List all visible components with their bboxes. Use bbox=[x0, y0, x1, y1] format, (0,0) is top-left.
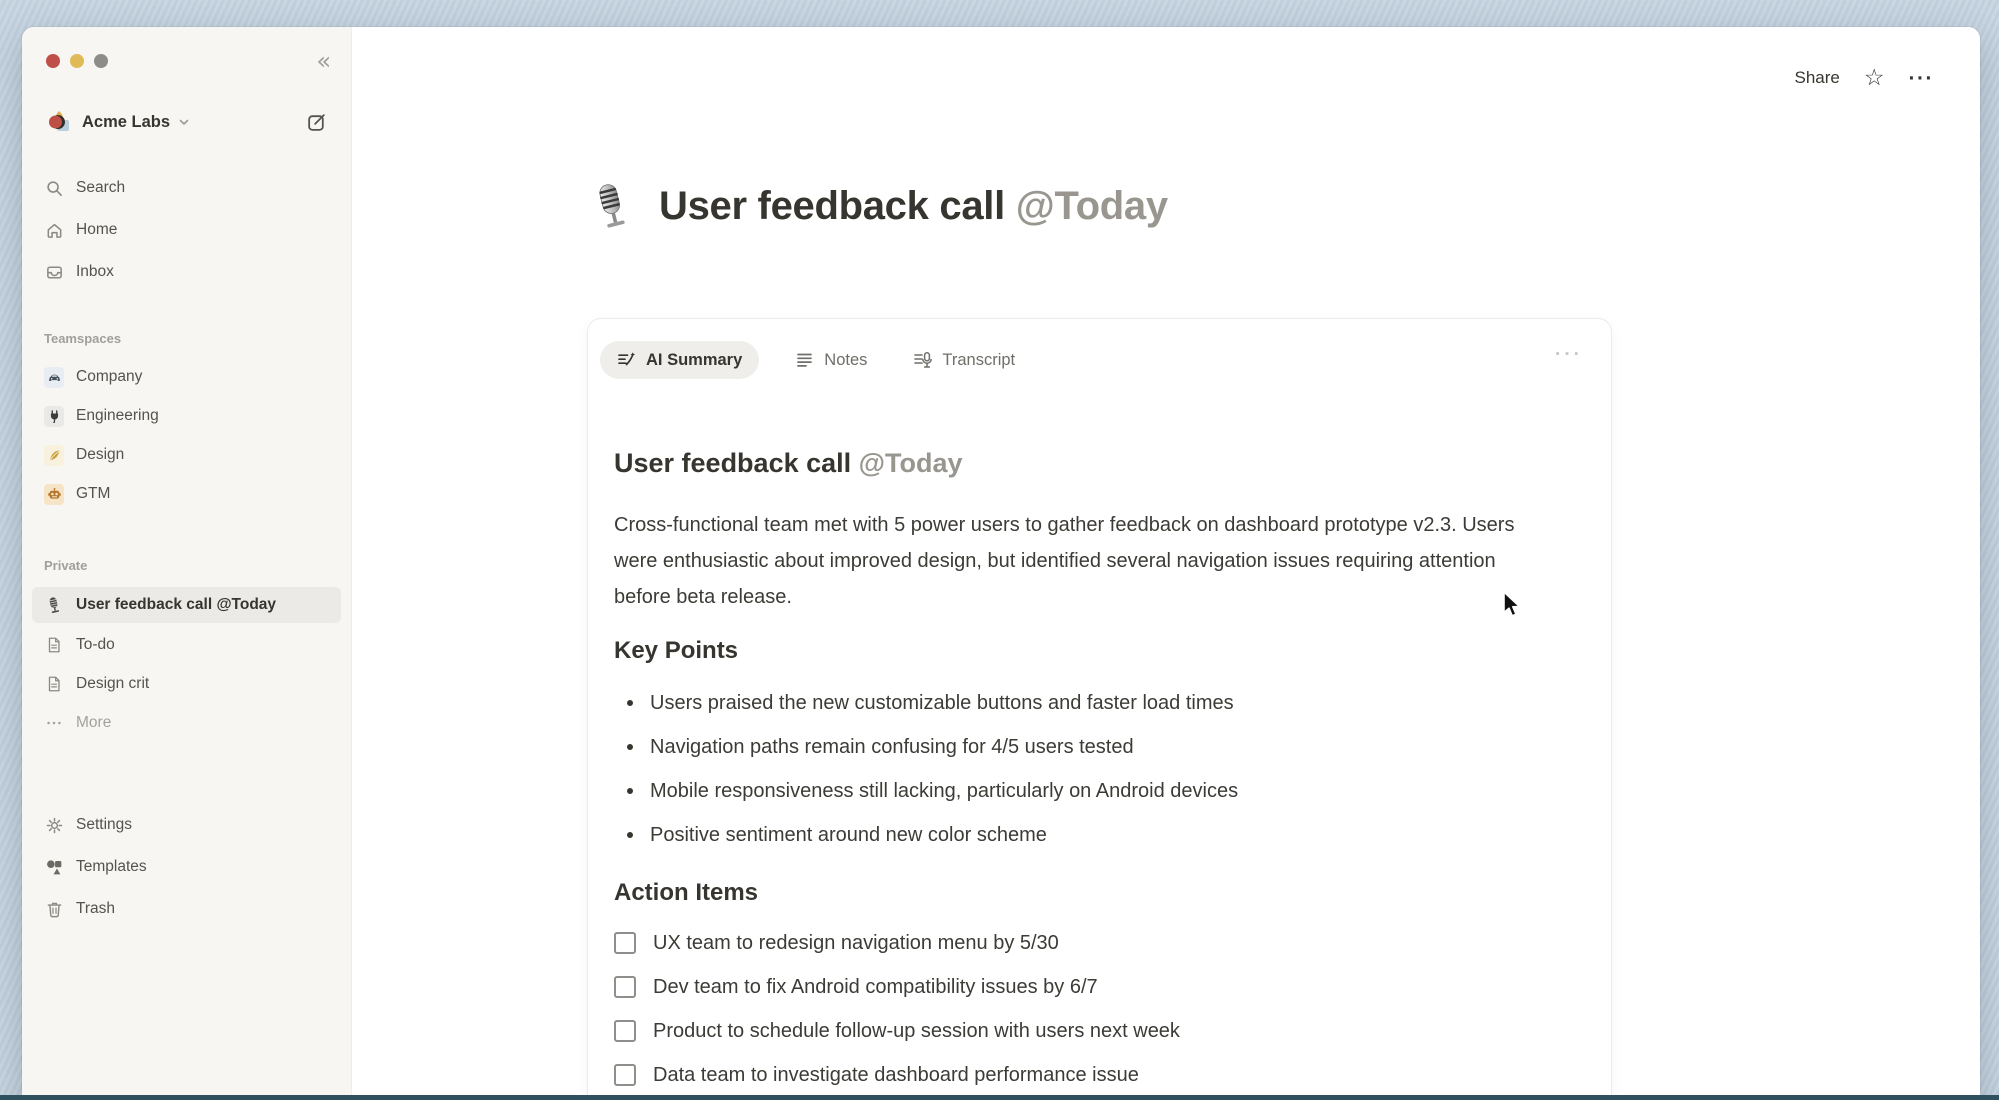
page-header-actions bbox=[1795, 63, 1934, 93]
notes-icon bbox=[795, 350, 815, 370]
gear-icon bbox=[44, 815, 64, 835]
page-body bbox=[587, 27, 1617, 1100]
sidebar-item-inbox[interactable] bbox=[32, 255, 341, 289]
todo-item bbox=[614, 965, 1585, 1009]
list-item bbox=[614, 681, 1585, 725]
transcript-icon bbox=[913, 350, 933, 370]
sidebar-item-templates[interactable] bbox=[32, 850, 341, 884]
sidebar-item-label: Company bbox=[76, 368, 143, 385]
page-title-row bbox=[587, 177, 1617, 235]
checkbox-unchecked[interactable] bbox=[614, 976, 636, 998]
robot-icon bbox=[44, 484, 64, 504]
ai-summary-content bbox=[614, 447, 1585, 1097]
zoom-window-button[interactable] bbox=[94, 54, 108, 68]
sidebar-item-design-crit[interactable] bbox=[32, 667, 341, 701]
ai-summary-icon bbox=[617, 350, 637, 370]
checkbox-unchecked[interactable] bbox=[614, 1020, 636, 1042]
workspace-switcher[interactable] bbox=[38, 104, 335, 140]
sidebar-item-design[interactable] bbox=[32, 438, 341, 472]
summary-heading-text: User feedback call bbox=[614, 448, 852, 478]
inbox-icon bbox=[44, 262, 64, 282]
car-icon bbox=[44, 367, 64, 387]
checkbox-unchecked[interactable] bbox=[614, 932, 636, 954]
todo-item-text: Product to schedule follow-up session with users next week bbox=[653, 1019, 1180, 1042]
list-item bbox=[614, 813, 1585, 857]
ellipsis-icon bbox=[44, 713, 64, 733]
tab-label: AI Summary bbox=[646, 350, 743, 369]
sidebar-item-label: Home bbox=[76, 221, 118, 238]
search-icon bbox=[44, 178, 64, 198]
todo-item-text: Dev team to fix Android compatibility issues by 6/7 bbox=[653, 975, 1098, 998]
tab-transcript[interactable] bbox=[903, 341, 1025, 379]
feather-icon bbox=[44, 445, 64, 465]
sidebar-item-search[interactable] bbox=[32, 171, 341, 205]
microphone-page-icon[interactable] bbox=[587, 178, 637, 234]
minimize-window-button[interactable] bbox=[70, 54, 84, 68]
checkbox-unchecked[interactable] bbox=[614, 1064, 636, 1086]
sidebar-item-label: Templates bbox=[76, 858, 147, 875]
sidebar bbox=[22, 27, 352, 1100]
home-icon bbox=[44, 220, 64, 240]
todo-item bbox=[614, 921, 1585, 965]
action-items-list bbox=[614, 921, 1585, 1097]
list-item-text: Mobile responsiveness still lacking, particularly on Android devices bbox=[650, 779, 1239, 802]
card-tabs bbox=[600, 341, 1595, 379]
sidebar-item-label: Inbox bbox=[76, 263, 114, 280]
tab-notes[interactable] bbox=[785, 341, 877, 379]
sidebar-item-engineering[interactable] bbox=[32, 399, 341, 433]
todo-item bbox=[614, 1009, 1585, 1053]
plug-icon bbox=[44, 406, 64, 426]
microphone-icon bbox=[44, 595, 64, 615]
list-item-text: Navigation paths remain confusing for 4/5 users tested bbox=[650, 735, 1134, 758]
sidebar-item-label: Settings bbox=[76, 816, 133, 833]
list-item bbox=[614, 725, 1585, 769]
sidebar-footer bbox=[32, 808, 341, 926]
more-options-icon[interactable]: ··· bbox=[1908, 66, 1934, 90]
list-item bbox=[614, 769, 1585, 813]
bullet-icon bbox=[627, 788, 633, 794]
sidebar-item-todo[interactable] bbox=[32, 628, 341, 662]
shapes-icon bbox=[44, 857, 64, 877]
list-item-text: Positive sentiment around new color scheme bbox=[650, 823, 1047, 846]
sidebar-item-more[interactable] bbox=[32, 706, 341, 740]
bullet-icon bbox=[627, 744, 633, 750]
workspace-name: Acme Labs bbox=[82, 112, 171, 131]
collapse-sidebar-icon[interactable]: « bbox=[316, 47, 331, 75]
summary-heading bbox=[614, 447, 1585, 479]
page-icon bbox=[44, 674, 64, 694]
teamspaces-section-label: Teamspaces bbox=[44, 331, 122, 346]
sidebar-item-trash[interactable] bbox=[32, 892, 341, 926]
tab-label: Transcript bbox=[942, 350, 1016, 369]
key-points-list bbox=[614, 681, 1585, 857]
page-title[interactable] bbox=[659, 184, 1168, 229]
card-more-options-icon[interactable]: ··· bbox=[1555, 344, 1583, 365]
favorite-star-icon[interactable]: ☆ bbox=[1863, 64, 1885, 91]
sidebar-item-label: Search bbox=[76, 179, 126, 196]
bullet-icon bbox=[627, 700, 633, 706]
new-page-icon[interactable] bbox=[306, 112, 327, 133]
main-content bbox=[352, 27, 1980, 1100]
sidebar-item-label: GTM bbox=[76, 485, 111, 502]
sidebar-item-label: Engineering bbox=[76, 407, 159, 424]
action-items-heading: Action Items bbox=[614, 879, 759, 906]
screen-bottom-edge bbox=[0, 1095, 1999, 1100]
private-list bbox=[32, 587, 341, 740]
summary-paragraph: Cross-functional team met with 5 power users to gather feedback on dashboard prototype v2.3. Users were enthusiastic about improved design, but identified several navigation issues requiring attention before beta release. bbox=[614, 514, 1515, 608]
meeting-notes-card bbox=[587, 318, 1612, 1100]
page-title-date-mention[interactable]: @Today bbox=[1015, 183, 1168, 228]
chevron-down-icon bbox=[178, 116, 190, 128]
todo-item-text: UX team to redesign navigation menu by 5/30 bbox=[653, 931, 1059, 954]
todo-item-text: Data team to investigate dashboard performance issue bbox=[653, 1063, 1139, 1086]
app-window bbox=[22, 27, 1980, 1100]
key-points-heading: Key Points bbox=[614, 637, 739, 664]
trash-icon bbox=[44, 899, 64, 919]
teamspaces-list bbox=[32, 360, 341, 511]
sidebar-item-label: Design crit bbox=[76, 675, 150, 692]
sidebar-item-label: To-do bbox=[76, 636, 115, 653]
close-window-button[interactable] bbox=[46, 54, 60, 68]
sidebar-item-label: Design bbox=[76, 446, 125, 463]
workspace-logo bbox=[46, 109, 72, 135]
private-section-label: Private bbox=[44, 558, 88, 573]
sidebar-item-settings[interactable] bbox=[32, 808, 341, 842]
tab-label: Notes bbox=[824, 350, 868, 369]
sidebar-item-label: User feedback call @Today bbox=[76, 596, 277, 613]
summary-heading-date-mention[interactable]: @Today bbox=[858, 448, 963, 478]
sidebar-nav bbox=[32, 171, 341, 289]
todo-item bbox=[614, 1053, 1585, 1097]
sidebar-item-user-feedback-call[interactable] bbox=[32, 587, 341, 623]
page-icon bbox=[44, 635, 64, 655]
sidebar-item-label: More bbox=[76, 714, 112, 731]
sidebar-item-company[interactable] bbox=[32, 360, 341, 394]
tab-ai-summary[interactable] bbox=[600, 341, 759, 379]
page-title-text: User feedback call bbox=[659, 183, 1005, 228]
list-item-text: Users praised the new customizable buttons and faster load times bbox=[650, 691, 1234, 714]
share-button[interactable]: Share bbox=[1794, 68, 1840, 87]
sidebar-item-home[interactable] bbox=[32, 213, 341, 247]
bullet-icon bbox=[627, 832, 633, 838]
sidebar-item-label: Trash bbox=[76, 900, 116, 917]
window-controls bbox=[22, 27, 351, 75]
sidebar-item-gtm[interactable] bbox=[32, 477, 341, 511]
